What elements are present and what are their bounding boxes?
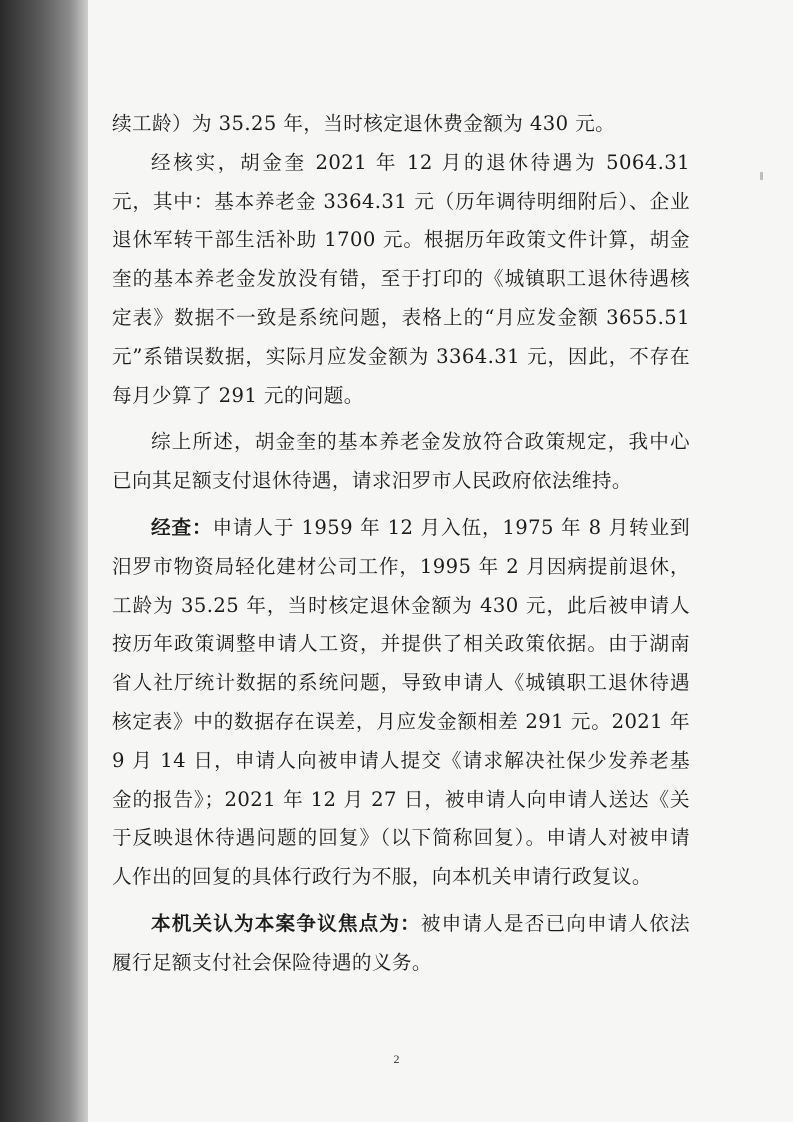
paragraph-lead: 本机关认为本案争议焦点为： [151, 911, 421, 935]
paragraph-text: 申请人于 1959 年 12 月入伍，1975 年 8 月转业到汨罗市物资局轻化建材公司工作，1995 年 2 月因病提前退休，工龄为 35.25 年，当时核定退休金额为 430 元，此后被申请人按历年政策调整申请人工资，并提供了相关政策依据。由于湖南省人社厅统计数据的系统问题，导致申请人《城镇职工退休待遇核定表》中的数据存在误差，月应发金额相差 291 元。2021 年 9 月 14 日，申请人向被申请人提交《请求解决社保少发养老基金的报告》；2021 年 12 月 27 日，被申请人向申请人送达《关于反映退休待遇问题的回复》（以下简称回复）。申请人对被申请人作出的回复的具体行政行为不服，向本机关申请行政复议。 [112, 515, 691, 889]
paragraph-dispute-focus [112, 905, 690, 983]
page-number: 2 [393, 1052, 400, 1066]
paragraph-findings [112, 509, 690, 897]
paragraph-text: 续工龄）为 35.25 年，当时核定退休费金额为 430 元。 [112, 112, 616, 135]
paragraph-lead: 经查： [151, 515, 213, 539]
document-body [112, 105, 690, 983]
paragraph-summary [112, 423, 690, 501]
scan-speck [760, 172, 763, 180]
paragraph-verification [112, 144, 690, 416]
paragraph-text: 被申请人是否已向申请人依法履行足额支付社会保险待遇的义务。 [112, 911, 691, 974]
paragraph-continuation [112, 105, 690, 144]
scanner-edge-shadow [0, 0, 88, 1122]
paragraph-text: 综上所述，胡金奎的基本养老金发放符合政策规定，我中心已向其足额支付退休待遇，请求汨罗市人民政府依法维持。 [112, 430, 690, 493]
paragraph-text: 经核实，胡金奎 2021 年 12 月的退休待遇为 5064.31 元，其中：基本养老金 3364.31 元（历年调待明细附后）、企业退休军转干部生活补助 1700 元。根据历年政策文件计算，胡金奎的基本养老金发放没有错，至于打印的《城镇职工退休待遇核定表》数据不一致是系统问题，表格上的“月应发金额 3655.51 元”系错误数据，实际月应发金额为 3364.31 元，因此，不存在每月少算了 291 元的问题。 [112, 150, 690, 407]
